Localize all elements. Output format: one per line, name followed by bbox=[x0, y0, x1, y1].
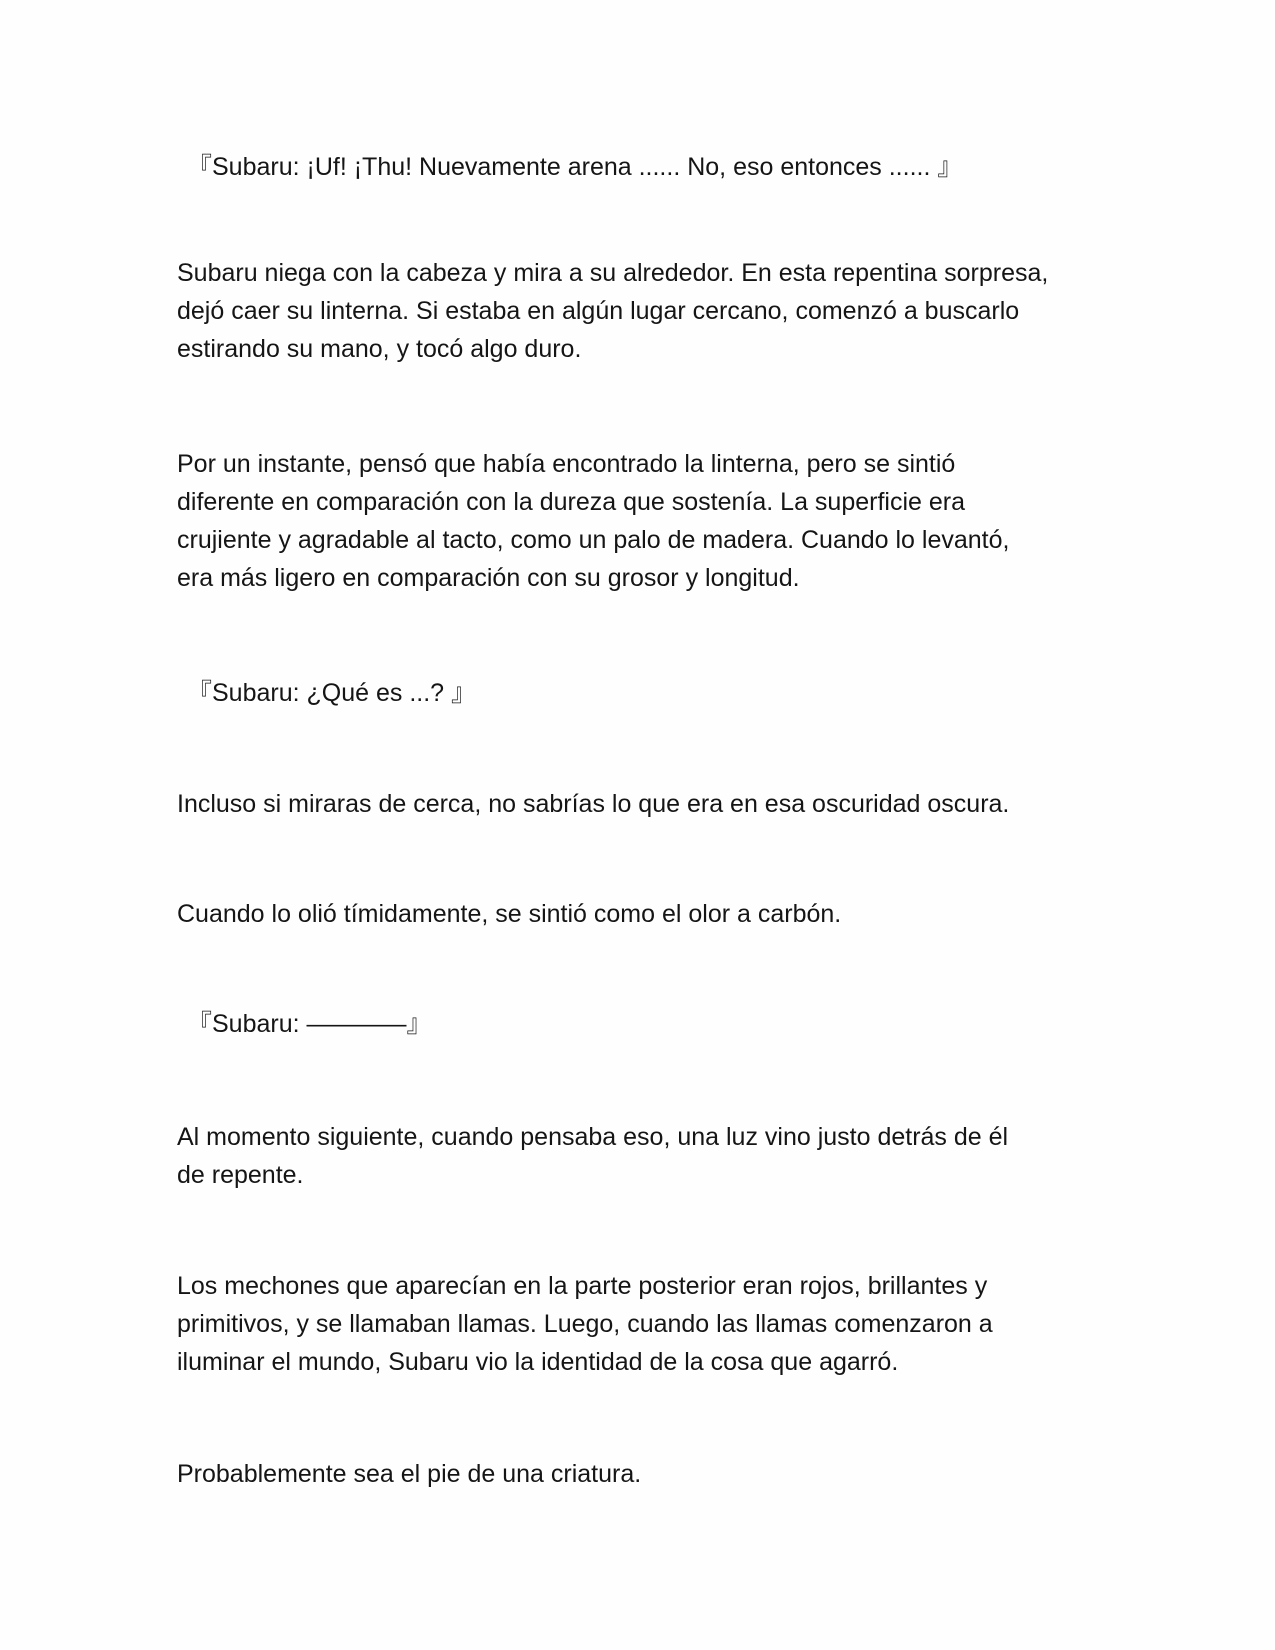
text-line: 『Subaru: ————』 bbox=[187, 1010, 432, 1038]
dialogue-line-3 bbox=[187, 1005, 1127, 1043]
text-line: Cuando lo olió tímidamente, se sintió como el olor a carbón. bbox=[177, 900, 842, 928]
text-line: crujiente y agradable al tacto, como un palo de madera. Cuando lo levantó, bbox=[177, 526, 1010, 554]
text-line: dejó caer su linterna. Si estaba en algún lugar cercano, comenzó a buscarlo bbox=[177, 297, 1020, 325]
text-line: estirando su mano, y tocó algo duro. bbox=[177, 335, 582, 363]
paragraph-6 bbox=[177, 1267, 1117, 1381]
paragraph-1 bbox=[177, 254, 1117, 368]
text-line: Probablemente sea el pie de una criatura. bbox=[177, 1460, 642, 1488]
text-line: 『Subaru: ¿Qué es ...? 』 bbox=[187, 679, 477, 707]
text-line: diferente en comparación con la dureza que sostenía. La superficie era bbox=[177, 488, 965, 516]
text-line: era más ligero en comparación con su grosor y longitud. bbox=[177, 564, 800, 592]
dialogue-line-2 bbox=[187, 674, 1127, 712]
paragraph-2 bbox=[177, 445, 1117, 597]
paragraph-4 bbox=[177, 895, 1117, 933]
text-line: iluminar el mundo, Subaru vio la identidad de la cosa que agarró. bbox=[177, 1348, 899, 1376]
text-line: Subaru niega con la cabeza y mira a su alrededor. En esta repentina sorpresa, bbox=[177, 259, 1049, 287]
text-line: 『Subaru: ¡Uf! ¡Thu! Nuevamente arena ...... No, eso entonces ...... 』 bbox=[187, 153, 963, 181]
text-line: de repente. bbox=[177, 1161, 304, 1189]
text-line: primitivos, y se llamaban llamas. Luego, cuando las llamas comenzaron a bbox=[177, 1310, 993, 1338]
dialogue-line-1 bbox=[187, 148, 1127, 186]
paragraph-7 bbox=[177, 1455, 1117, 1493]
text-line: Por un instante, pensó que había encontrado la linterna, pero se sintió bbox=[177, 450, 956, 478]
text-line: Incluso si miraras de cerca, no sabrías lo que era en esa oscuridad oscura. bbox=[177, 790, 1010, 818]
paragraph-5 bbox=[177, 1118, 1117, 1194]
text-line: Los mechones que aparecían en la parte posterior eran rojos, brillantes y bbox=[177, 1272, 988, 1300]
text-line: Al momento siguiente, cuando pensaba eso, una luz vino justo detrás de él bbox=[177, 1123, 1009, 1151]
paragraph-3 bbox=[177, 785, 1117, 823]
